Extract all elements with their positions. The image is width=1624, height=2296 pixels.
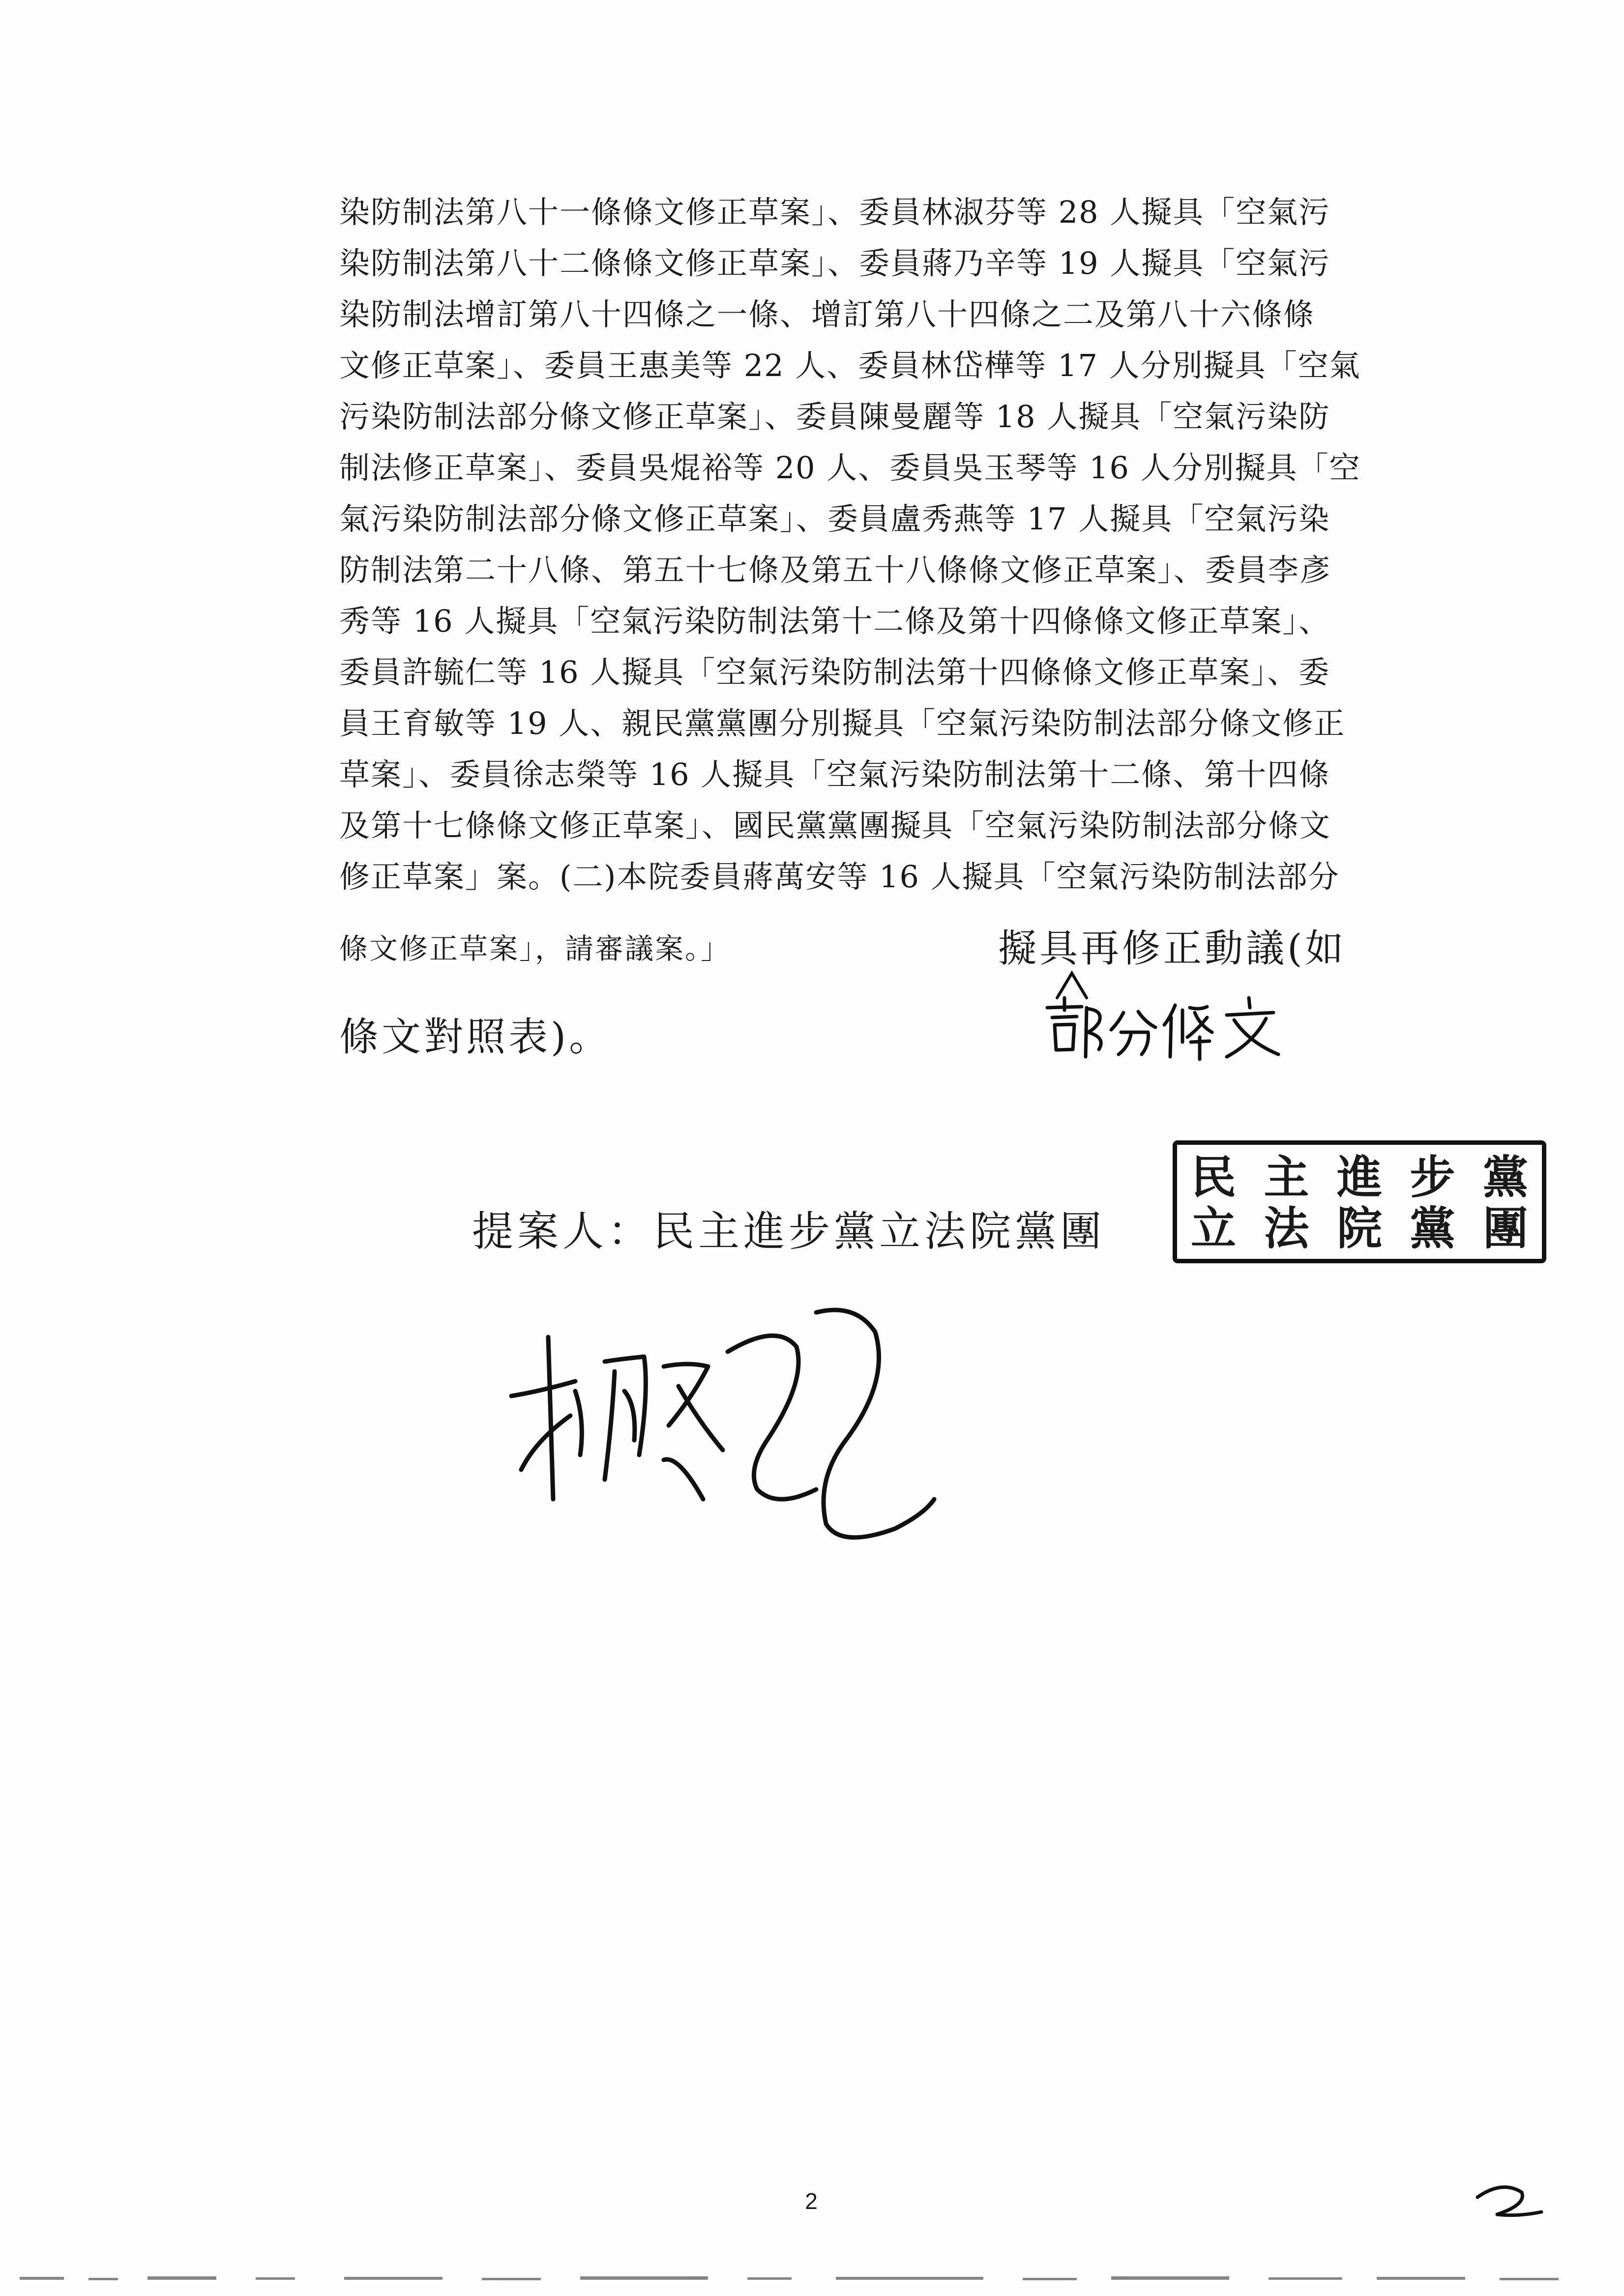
body-line: 染防制法第八十一條條文修正草案」、委員林淑芬等 28 人擬具「空氣污 [339, 194, 1330, 230]
seal-char: 院 [1336, 1202, 1382, 1255]
body-text [339, 187, 1446, 902]
seal-char: 民 [1191, 1151, 1237, 1204]
seal-char: 團 [1482, 1202, 1528, 1255]
seal-char: 黨 [1482, 1151, 1528, 1204]
body-line: 文修正草案」、委員王惠美等 22 人、委員林岱樺等 17 人分別擬具「空氣 [339, 348, 1361, 383]
handwritten-signature [502, 1293, 944, 1568]
seal-char: 黨 [1410, 1202, 1455, 1255]
body-line: 秀等 16 人擬具「空氣污染防制法第十二條及第十四條條文修正草案」、 [339, 603, 1330, 639]
handwritten-insert-note [1037, 963, 1293, 1062]
proposer-line: 提案人：民主進步黨立法院黨團 [472, 1207, 1106, 1255]
body-line: 制法修正草案」、委員吳焜裕等 20 人、委員吳玉琴等 16 人分別擬具「空 [339, 450, 1361, 486]
handwritten-page-mark [1468, 2178, 1546, 2227]
seal-char: 法 [1264, 1202, 1309, 1255]
seal-char: 進 [1336, 1151, 1382, 1204]
seal-char: 主 [1264, 1151, 1309, 1204]
scan-artifact-strip [0, 2271, 1624, 2291]
seal-row-top [1191, 1152, 1528, 1203]
body-line: 污染防制法部分條文修正草案」、委員陳曼麗等 18 人擬具「空氣污染防 [339, 399, 1330, 435]
body-line: 員王育敏等 19 人、親民黨黨團分別擬具「空氣污染防制法部分條文修正 [339, 705, 1346, 741]
body-line: 防制法第二十八條、第五十七條及第五十八條條文修正草案」、委員李彥 [339, 552, 1331, 588]
body-tail-line: 條文修正草案」，請審議案。」 [339, 932, 731, 965]
seal-row-bottom [1191, 1203, 1528, 1254]
table-reference-line: 條文對照表)。 [339, 1014, 612, 1060]
seal-char: 立 [1191, 1202, 1237, 1255]
body-line: 染防制法增訂第八十四條之一條、增訂第八十四條之二及第八十六條條 [339, 296, 1315, 332]
page-number: 2 [805, 2188, 818, 2214]
body-line: 氣污染防制法部分條文修正草案」、委員盧秀燕等 17 人擬具「空氣污染 [339, 501, 1330, 537]
body-line: 委員許毓仁等 16 人擬具「空氣污染防制法第十四條條文修正草案」、委 [339, 654, 1330, 690]
party-caucus-seal [1173, 1140, 1546, 1263]
body-line: 修正草案」案。(二)本院委員蔣萬安等 16 人擬具「空氣污染防制法部分 [339, 859, 1340, 895]
seal-char: 步 [1410, 1151, 1455, 1204]
body-line: 染防制法第八十二條條文修正草案」、委員蔣乃辛等 19 人擬具「空氣污 [339, 245, 1330, 281]
motion-line: 擬具再修正動議(如 [998, 927, 1347, 971]
body-line: 草案」、委員徐志榮等 16 人擬具「空氣污染防制法第十二條、第十四條 [339, 756, 1330, 792]
body-line: 及第十七條條文修正草案」、國民黨黨團擬具「空氣污染防制法部分條文 [339, 808, 1331, 843]
